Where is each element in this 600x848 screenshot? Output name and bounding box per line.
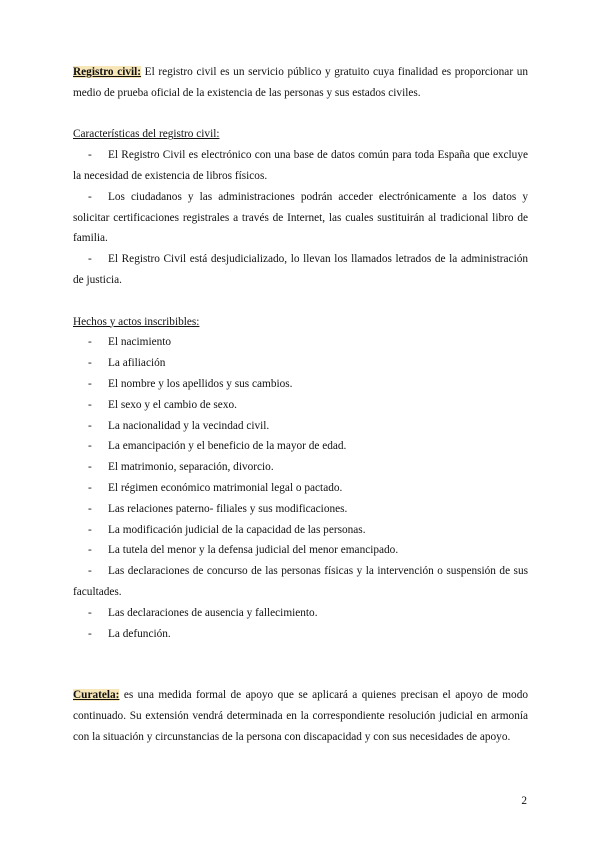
list-dash: -	[88, 253, 92, 266]
caracteristicas-section	[73, 124, 528, 290]
list-item: - La modificación judicial de la capacidad de las personas.	[88, 523, 366, 536]
list-item: - El sexo y el cambio de sexo.	[88, 398, 237, 411]
list-item: - La tutela del menor y la defensa judicial del menor emancipado.	[88, 544, 399, 557]
curatela-paragraph	[73, 685, 528, 747]
hechos-heading: Hechos y actos inscribibles:	[73, 315, 200, 328]
list-item: - La defunción.	[88, 627, 171, 640]
list-item: - El Registro Civil está desjudicializado, lo llevan los llamados letrados de la administración de justicia.	[73, 249, 528, 291]
list-dash: -	[88, 190, 92, 203]
list-item: - El nombre y los apellidos y sus cambios.	[88, 377, 293, 390]
list-item: - El matrimonio, separación, divorcio.	[88, 461, 274, 474]
list-item: - El Registro Civil es electrónico con una base de datos común para toda España que excluye la necesidad de existencia de libros físicos.	[73, 145, 528, 187]
caracteristicas-heading: Características del registro civil:	[73, 128, 220, 141]
list-item: - Las declaraciones de ausencia y fallecimiento.	[88, 606, 318, 619]
list-item: - El régimen económico matrimonial legal o pactado.	[88, 481, 343, 494]
list-item: - Los ciudadanos y las administraciones podrán acceder electrónicamente a los datos y solicitar certificaciones registrales a través de Internet, las cuales sustituirán al tradicional libro de familia.	[73, 187, 528, 249]
curatela-text: es una medida formal de apoyo que se aplicará a quienes precisan el apoyo de modo continuado. Su extensión vendrá determinada en la correspondiente resolución judicial en armonía con la situación y circunstancias de la persona con discapacidad y con sus necesidades de apoyo.	[73, 689, 528, 743]
list-item: - Las relaciones paterno- filiales y sus modificaciones.	[88, 502, 348, 515]
page-number: 2	[521, 795, 527, 807]
hechos-section	[73, 312, 528, 645]
document-page	[73, 62, 528, 748]
registro-civil-paragraph	[73, 62, 528, 104]
list-item: - Las declaraciones de concurso de las personas físicas y la intervención o suspensión de sus facultades.	[73, 565, 528, 598]
list-item: - La nacionalidad y la vecindad civil.	[88, 419, 270, 432]
registro-civil-text: El registro civil es un servicio público y gratuito cuya finalidad es proporcionar un medio de prueba oficial de la existencia de las personas y sus estados civiles.	[73, 66, 528, 99]
list-item: - La afiliación	[88, 357, 166, 370]
registro-civil-term: Registro civil:	[73, 66, 142, 78]
list-dash: -	[88, 149, 92, 162]
list-item: - El nacimiento	[88, 336, 172, 349]
list-item: - La emancipación y el beneficio de la mayor de edad.	[88, 440, 347, 453]
curatela-term: Curatela:	[73, 689, 120, 702]
